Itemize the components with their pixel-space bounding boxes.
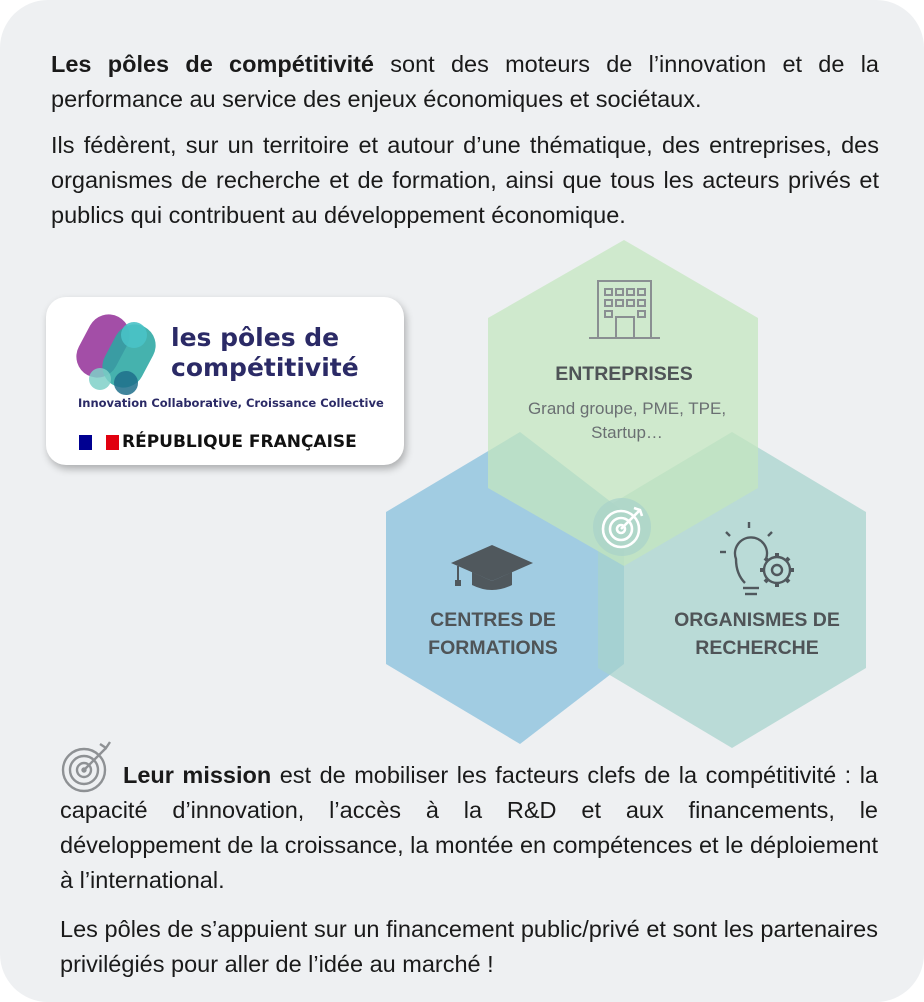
centres-title-line2: FORMATIONS bbox=[428, 637, 558, 659]
center-target-icon bbox=[593, 498, 651, 556]
logo-title-line2: compétitivité bbox=[171, 353, 359, 382]
intro-second-paragraph: Ils fédèrent, sur un territoire et autour d’une thématique, des entreprises, des organismes de recherche et de formation, ainsi que tous les acteurs privés et publics qui contribuent au développement économique. bbox=[51, 132, 879, 228]
organismes-title-line2: RECHERCHE bbox=[695, 637, 819, 659]
intro-lead-bold: Les pôles de compétitivité bbox=[51, 51, 375, 77]
mission-paragraph bbox=[60, 758, 878, 898]
entreprises-sub-line2: Startup… bbox=[591, 423, 663, 442]
logo-tagline: Innovation Collaborative, Croissance Collective bbox=[78, 396, 384, 410]
logo-title-line1: les pôles de bbox=[171, 323, 340, 352]
intro-lead-rest: sont des moteurs de l’innovation et de la performance au service des enjeux économiques et sociétaux. bbox=[51, 51, 879, 112]
centres-title-line1: CENTRES DE bbox=[430, 609, 556, 631]
entreprises-sub-line1: Grand groupe, PME, TPE, bbox=[527, 399, 727, 418]
mission-bold: Leur mission bbox=[123, 762, 272, 788]
mission-rest: est de mobiliser les facteurs clefs de la compétitivité : la capacité d’innovation, l’accès à la R&D et aux financements, le développement de la croissance, la montée en compétences et le déploiement à l’international. bbox=[60, 762, 878, 893]
republique-francaise-label: RÉPUBLIQUE FRANÇAISE bbox=[122, 432, 357, 452]
entreprises-title: ENTREPRISES bbox=[555, 363, 693, 385]
closing-paragraph: Les pôles de s’appuient sur un financement public/privé et sont les partenaires privilégiés pour aller de l’idée au marché ! bbox=[60, 916, 878, 977]
organismes-title-line1: ORGANISMES DE bbox=[674, 609, 840, 631]
